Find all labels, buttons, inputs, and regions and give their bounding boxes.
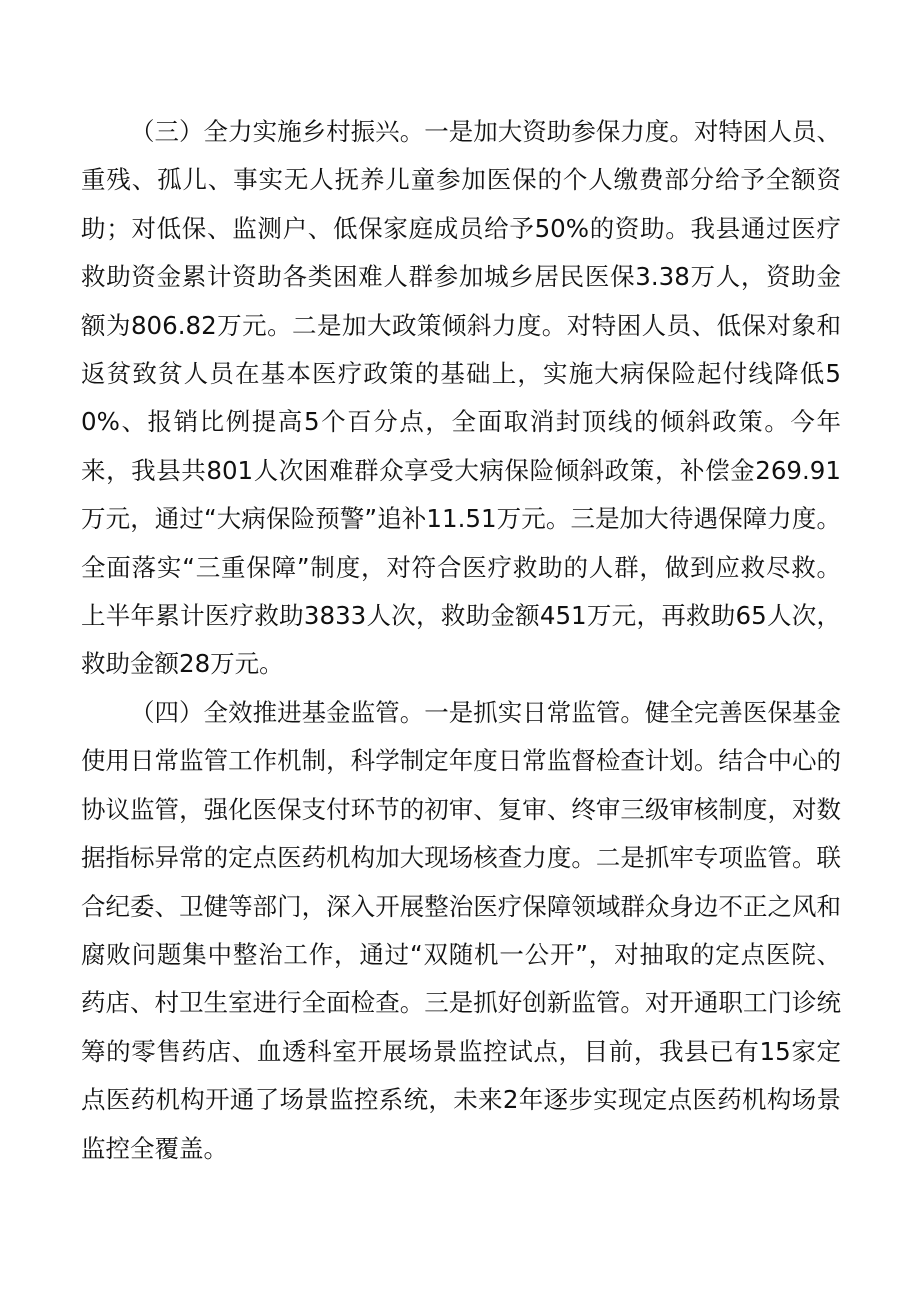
document-body — [81, 108, 841, 1173]
paragraph-fund-supervision: （四）全效推进基金监管。一是抓实日常监管。健全完善医保基金使用日常监管工作机制，科学制定年度日常监督检查计划。结合中心的协议监管，强化医保支付环节的初审、复审、终审三级审核制度，对数据指标异常的定点医药机构加大现场核查力度。二是抓牢专项监管。联合纪委、卫健等部门，深入开展整治医疗保障领域群众身边不正之风和腐败问题集中整治工作，通过“双随机一公开”，对抽取的定点医院、药店、村卫生室进行全面检查。三是抓好创新监管。对开通职工门诊统筹的零售药店、血透科室开展场景监控试点，目前，我县已有15家定点医药机构开通了场景监控系统，未来2年逐步实现定点医药机构场景监控全覆盖。 — [81, 697, 841, 1163]
paragraph-rural-revitalization: （三）全力实施乡村振兴。一是加大资助参保力度。对特困人员、重残、孤儿、事实无人抚养儿童参加医保的个人缴费部分给予全额资助；对低保、监测户、低保家庭成员给予50%的资助。我县通过医疗救助资金累计资助各类困难人群参加城乡居民医保3.38万人，资助金额为806.82万元。二是加大政策倾斜力度。对特困人员、低保对象和返贫致贫人员在基本医疗政策的基础上，实施大病保险起付线降低50%、报销比例提高5个百分点，全面取消封顶线的倾斜政策。今年来，我县共801人次困难群众享受大病保险倾斜政策，补偿金269.91万元，通过“大病保险预警”追补11.51万元。三是加大待遇保障力度。全面落实“三重保障”制度，对符合医疗救助的人群，做到应救尽救。上半年累计医疗救助3833人次，救助金额451万元，再救助65人次，救助金额28万元。 — [81, 117, 841, 679]
